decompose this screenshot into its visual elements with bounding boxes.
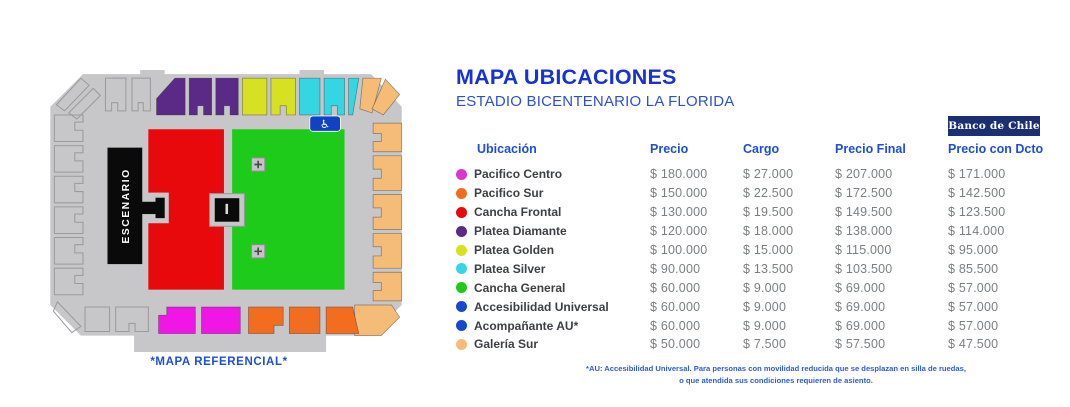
- page-subtitle: ESTADIO BICENTENARIO LA FLORIDA: [456, 92, 735, 110]
- plus-marker: [252, 158, 265, 171]
- cell-precio-dcto: $ 114.000: [948, 224, 1005, 239]
- banco-de-chile-logo: Banco de Chile: [948, 116, 1040, 136]
- zone-color-dot: [456, 282, 467, 293]
- cell-cargo: $ 15.000: [743, 243, 794, 257]
- footnote: [476, 363, 1070, 387]
- cell-cargo: $ 9.000: [743, 318, 787, 333]
- table-row: [456, 203, 1048, 222]
- table-row: [456, 241, 1048, 260]
- zone-color-dot: [456, 301, 467, 312]
- cell-precio: $ 60.000: [650, 280, 701, 295]
- header-cargo: Cargo: [743, 142, 780, 156]
- cell-precio: $ 60.000: [650, 299, 701, 314]
- cell-precio-dcto: $ 85.500: [948, 261, 999, 276]
- table-row: [456, 278, 1048, 297]
- foh-box: [210, 194, 245, 227]
- zone-label: Cancha General: [474, 280, 566, 295]
- zone-color-dot: [456, 226, 467, 237]
- table-row: [456, 316, 1048, 335]
- page-title: MAPA UBICACIONES: [456, 65, 677, 89]
- zone-color-dot: [456, 169, 467, 180]
- stadium-map: [42, 70, 410, 382]
- zone-label: Accesibilidad Universal: [474, 299, 609, 314]
- cell-precio-final: $ 69.000: [835, 318, 886, 333]
- cell-precio-dcto: $ 57.000: [948, 318, 999, 333]
- cell-cargo: $ 22.500: [743, 186, 794, 201]
- cell-precio: $ 150.000: [650, 186, 708, 201]
- cell-precio: $ 100.000: [650, 243, 708, 257]
- cell-precio: $ 180.000: [650, 167, 708, 182]
- stage-label: ESCENARIO: [120, 168, 132, 244]
- header-precio-final: Precio Final: [835, 142, 906, 156]
- wheelchair-icon: [310, 116, 341, 131]
- zone-color-dot: [456, 320, 467, 331]
- cell-precio-dcto: $ 142.500: [948, 186, 1006, 201]
- cell-precio-final: $ 138.000: [835, 224, 893, 239]
- zone-label: Platea Diamante: [474, 224, 567, 239]
- cell-precio-dcto: $ 57.000: [948, 280, 999, 295]
- zone-label: Cancha Frontal: [474, 205, 562, 220]
- cell-precio: $ 90.000: [650, 261, 701, 276]
- header-precio-dcto: Precio con Dcto: [948, 142, 1044, 156]
- zone-color-dot: [456, 188, 467, 199]
- zone-label: Acompañante AU*: [474, 318, 579, 333]
- table-row: [456, 165, 1048, 184]
- cell-precio: $ 60.000: [650, 318, 701, 333]
- zone-label: Pacifico Sur: [474, 186, 544, 201]
- cell-cargo: $ 13.500: [743, 261, 794, 276]
- table-row: [456, 184, 1048, 203]
- svg-text:♿: ♿: [320, 118, 331, 132]
- zone-color-dot: [456, 263, 467, 274]
- cell-precio-final: $ 69.000: [835, 280, 886, 295]
- zone-color-dot: [456, 339, 467, 350]
- price-panel: [456, 65, 1056, 385]
- map-caption: *MAPA REFERENCIAL*: [150, 356, 288, 368]
- cell-precio-dcto: $ 123.500: [948, 205, 1006, 220]
- cell-cargo: $ 27.000: [743, 167, 794, 182]
- cell-cargo: $ 9.000: [743, 299, 787, 314]
- cell-precio-final: $ 172.500: [835, 186, 893, 201]
- table-row: [456, 335, 1048, 354]
- cell-precio-final: $ 57.500: [835, 337, 886, 352]
- catwalk: [140, 202, 157, 214]
- cell-precio-dcto: $ 171.000: [948, 167, 1006, 182]
- zone-label: Platea Silver: [474, 261, 546, 276]
- table-header-row: [456, 142, 1048, 156]
- cell-precio-dcto: $ 95.000: [948, 243, 999, 257]
- table-row: [456, 222, 1048, 241]
- zone-label: Platea Golden: [474, 243, 555, 257]
- platea-silver-sections: [300, 78, 359, 115]
- cell-precio: $ 50.000: [650, 337, 701, 352]
- footnote-line1: *AU: Accesibilidad Universal. Para personas con movilidad reducida que se desplazan en silla de ruedas,: [586, 364, 966, 373]
- zone-color-dot: [456, 245, 467, 256]
- cell-precio-final: $ 69.000: [835, 299, 886, 314]
- cell-precio-final: $ 115.000: [835, 243, 892, 257]
- pacifico-sur-sections: [248, 307, 358, 334]
- price-table: [456, 165, 1048, 354]
- cell-cargo: $ 9.000: [743, 280, 787, 295]
- zone-color-dot: [456, 207, 467, 218]
- cell-precio-dcto: $ 57.000: [948, 299, 999, 314]
- cell-precio-final: $ 149.500: [835, 205, 893, 220]
- plus-marker: [252, 245, 265, 258]
- table-row: [456, 259, 1048, 278]
- table-row: [456, 297, 1048, 316]
- cell-cargo: $ 19.500: [743, 205, 794, 220]
- stadium-map-svg: [42, 70, 410, 354]
- cell-precio-dcto: $ 47.500: [948, 337, 999, 352]
- cell-precio-final: $ 207.000: [835, 167, 893, 182]
- header-ubicacion: Ubicación: [477, 142, 537, 156]
- footnote-line2: o que atendida sus condiciones requieren de asiento.: [679, 375, 873, 385]
- cell-precio-final: $ 103.500: [835, 261, 893, 276]
- cell-precio: $ 120.000: [650, 224, 708, 239]
- cell-cargo: $ 7.500: [743, 337, 787, 352]
- zone-label: Galería Sur: [474, 337, 539, 352]
- cell-precio: $ 130.000: [650, 205, 708, 220]
- catwalk-tip: [156, 198, 165, 218]
- header-precio: Precio: [650, 142, 689, 156]
- cell-cargo: $ 18.000: [743, 224, 794, 239]
- zone-label: Pacifico Centro: [474, 167, 563, 182]
- cancha-general-zone: [232, 129, 344, 289]
